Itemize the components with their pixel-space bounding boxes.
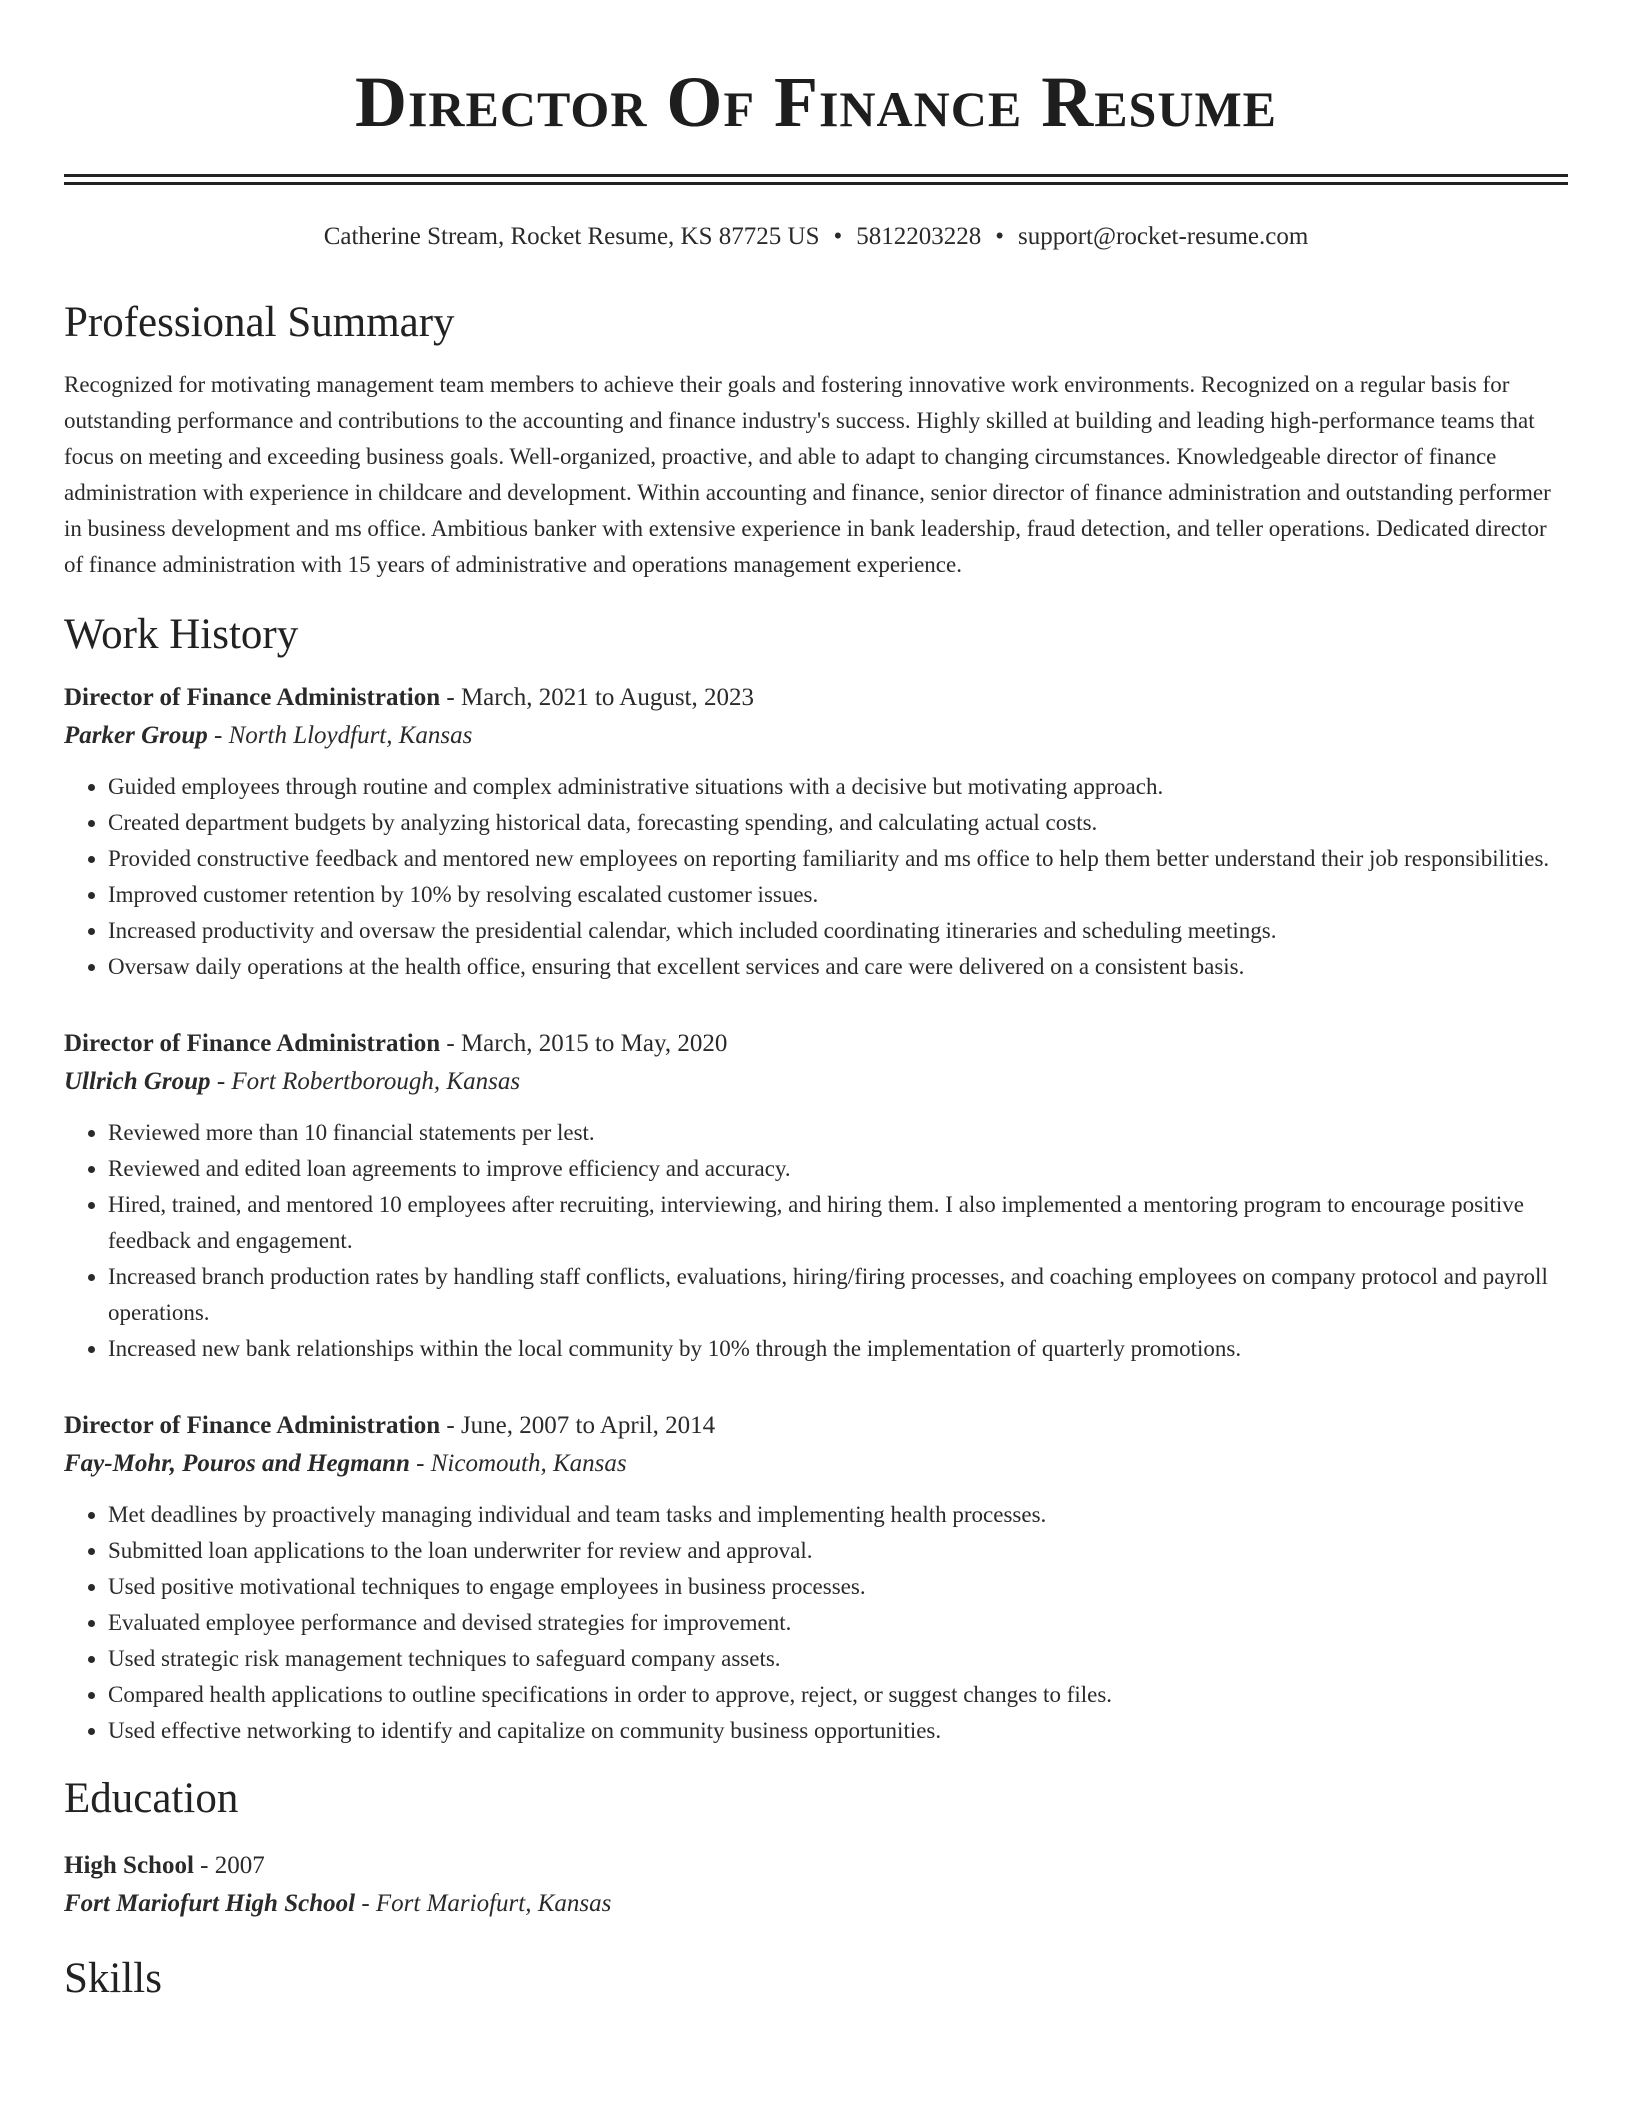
job-location: - Fort Robertborough, Kansas <box>210 1068 521 1095</box>
job-company: Parker Group <box>64 722 208 749</box>
list-item: • Reviewed and edited loan agreements to improve efficiency and accuracy. <box>108 1151 1568 1187</box>
document-title: Director Of Finance Resume <box>354 62 1278 142</box>
work-history-section <box>64 609 1568 1749</box>
title-divider-top <box>64 174 1568 177</box>
job-entry <box>64 679 1568 985</box>
job-company: Ullrich Group <box>64 1068 211 1095</box>
job-location: - Nicomouth, Kansas <box>409 1450 627 1477</box>
section-heading-work-history: Work History <box>64 611 299 658</box>
list-item: • Guided employees through routine and complex administrative situations with a decisive but motivating approach. <box>108 769 1568 805</box>
contact-email: support@rocket-resume.com <box>1018 223 1309 250</box>
education-school-line <box>64 1885 1568 1923</box>
job-dates: - March, 2021 to August, 2023 <box>440 684 754 711</box>
job-entry <box>64 1025 1568 1367</box>
contact-phone: 5812203228 <box>856 223 982 250</box>
job-dates: - June, 2007 to April, 2014 <box>440 1412 716 1439</box>
education-location: - Fort Mariofurt, Kansas <box>355 1890 612 1917</box>
job-company-line <box>64 1445 1568 1483</box>
list-item: • Used strategic risk management techniques to safeguard company assets. <box>108 1641 1568 1677</box>
list-item: • Increased productivity and oversaw the presidential calendar, which included coordinating itineraries and scheduling meetings. <box>108 913 1568 949</box>
section-heading-summary: Professional Summary <box>64 299 455 346</box>
list-item: • Improved customer retention by 10% by resolving escalated customer issues. <box>108 877 1568 913</box>
summary-text: Recognized for motivating management team members to achieve their goals and fostering innovative work environments. Recognized on a regular basis for outstanding performance and contributions to the accounting and finance industry's success. Highly skilled at building and leading high-performance teams that focus on meeting and exceeding business goals. Well-organized, proactive, and able to adapt to changing circumstances. Knowledgeable director of finance administration with experience in childcare and development. Within accounting and finance, senior director of finance administration and outstanding performer in business development and ms office. Ambitious banker with extensive experience in bank leadership, fraud detection, and teller operations. Dedicated director of finance administration with 15 years of administrative and operations management experience. <box>64 372 1551 577</box>
title-divider-bottom <box>64 182 1568 185</box>
contact-address: Catherine Stream, Rocket Resume, KS 87725 US <box>323 223 820 250</box>
list-item: • Created department budgets by analyzing historical data, forecasting spending, and calculating actual costs. <box>108 805 1568 841</box>
education-school: Fort Mariofurt High School <box>64 1890 356 1917</box>
contact-line <box>64 221 1568 253</box>
list-item: • Met deadlines by proactively managing individual and team tasks and implementing health processes. <box>108 1497 1568 1533</box>
list-item: • Reviewed more than 10 financial statements per lest. <box>108 1115 1568 1151</box>
list-item: • Provided constructive feedback and mentored new employees on reporting familiarity and ms office to help them better understand their job responsibilities. <box>108 841 1568 877</box>
list-item: • Oversaw daily operations at the health office, ensuring that excellent services and care were delivered on a consistent basis. <box>108 949 1568 985</box>
list-item: • Increased new bank relationships within the local community by 10% through the implementation of quarterly promotions. <box>108 1331 1568 1367</box>
list-item: • Used positive motivational techniques to engage employees in business processes. <box>108 1569 1568 1605</box>
skills-section <box>64 1953 1568 2005</box>
job-location: - North Lloydfurt, Kansas <box>207 722 473 749</box>
job-title-line <box>64 679 1568 717</box>
job-company-line <box>64 1063 1568 1101</box>
job-bullet-list <box>64 1497 1568 1749</box>
contact-separator: • <box>833 223 843 250</box>
job-title-line <box>64 1407 1568 1445</box>
job-role: Director of Finance Administration <box>64 1412 441 1439</box>
job-company-line <box>64 717 1568 755</box>
section-heading-skills: Skills <box>64 1955 162 2002</box>
job-bullet-list <box>64 769 1568 985</box>
education-degree-line <box>64 1847 1568 1885</box>
education-degree: High School <box>64 1852 194 1879</box>
list-item: • Hired, trained, and mentored 10 employees after recruiting, interviewing, and hiring them. I also implemented a mentoring program to encourage positive feedback and engagement. <box>108 1187 1568 1259</box>
job-entry <box>64 1407 1568 1749</box>
list-item: • Evaluated employee performance and devised strategies for improvement. <box>108 1605 1568 1641</box>
education-section <box>64 1773 1568 1923</box>
education-entry <box>64 1847 1568 1923</box>
job-bullet-list <box>64 1115 1568 1367</box>
job-title-line <box>64 1025 1568 1063</box>
list-item: • Increased branch production rates by handling staff conflicts, evaluations, hiring/firing processes, and coaching employees on company protocol and payroll operations. <box>108 1259 1568 1331</box>
list-item: • Used effective networking to identify and capitalize on community business opportunities. <box>108 1713 1568 1749</box>
job-role: Director of Finance Administration <box>64 684 441 711</box>
job-role: Director of Finance Administration <box>64 1030 441 1057</box>
professional-summary-section <box>64 297 1568 583</box>
contact-separator: • <box>995 223 1004 250</box>
list-item: • Submitted loan applications to the loan underwriter for review and approval. <box>108 1533 1568 1569</box>
job-company: Fay-Mohr, Pouros and Hegmann <box>64 1450 410 1477</box>
job-dates: - March, 2015 to May, 2020 <box>440 1030 728 1057</box>
section-heading-education: Education <box>64 1775 239 1822</box>
list-item: • Compared health applications to outline specifications in order to approve, reject, or suggest changes to files. <box>108 1677 1568 1713</box>
education-year: - 2007 <box>193 1852 265 1879</box>
